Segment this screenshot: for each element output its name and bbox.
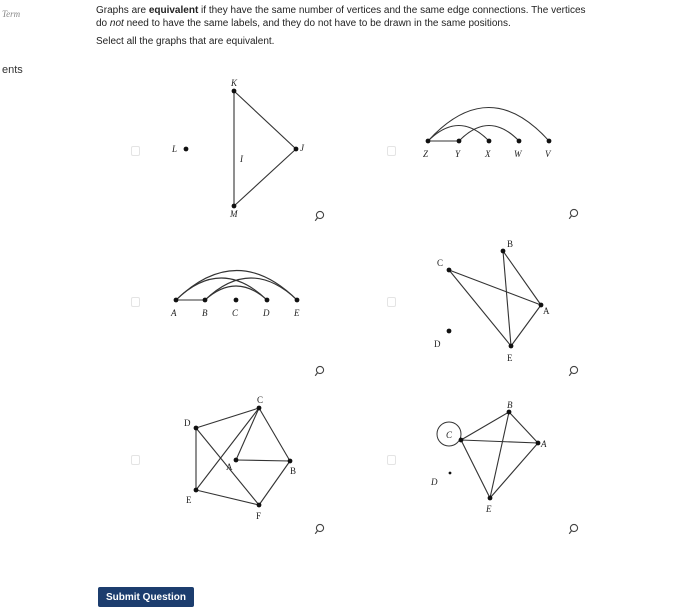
vertex-e	[295, 298, 300, 303]
vertex-c	[257, 406, 262, 411]
equivalent-term: equivalent	[148, 5, 199, 16]
edge-d-c	[196, 408, 259, 428]
graph-5	[184, 395, 296, 521]
label-y: Y	[455, 149, 461, 159]
edge-c-b	[461, 412, 509, 440]
label-c: C	[437, 258, 444, 268]
label-b: B	[202, 308, 208, 318]
vertex-c	[447, 268, 452, 273]
label-a: A	[226, 462, 233, 472]
vertex-c	[234, 298, 239, 303]
label-v: V	[545, 149, 551, 159]
graph-2	[423, 108, 552, 160]
label-i: I	[240, 154, 243, 164]
edge-e-f	[196, 490, 259, 505]
vertex-b	[501, 249, 506, 254]
vertex-z	[426, 139, 431, 144]
vertex-a	[174, 298, 179, 303]
vertex-m	[232, 204, 237, 209]
edge-m-j	[234, 149, 296, 206]
label-b: B	[290, 466, 297, 476]
label-k: K	[231, 78, 238, 88]
edge-b-a	[509, 412, 538, 443]
vertex-a	[536, 441, 541, 446]
graph-3	[170, 271, 300, 319]
vertex-e	[194, 488, 199, 493]
vertex-w	[517, 139, 522, 144]
label-c: C	[257, 395, 264, 405]
label-a: A	[541, 439, 547, 449]
vertex-v	[547, 139, 552, 144]
vertex-l	[184, 147, 189, 152]
label-a: A	[171, 308, 177, 318]
edge-c-e	[196, 408, 259, 490]
label-c: C	[446, 430, 453, 440]
label-d: D	[434, 339, 441, 349]
edge-k-j	[234, 91, 296, 149]
label-f: F	[256, 511, 262, 521]
graph-4	[434, 239, 550, 363]
edge-b-f	[259, 461, 290, 505]
question-instruction: Select all the graphs that are equivalent.	[96, 36, 275, 47]
edge-b-e	[490, 412, 509, 498]
edge-a-b	[236, 460, 290, 461]
edge-a-e	[490, 443, 538, 498]
vertex-b	[203, 298, 208, 303]
label-z: Z	[423, 149, 429, 159]
label-j: J	[300, 143, 304, 153]
label-d: D	[184, 418, 191, 428]
not-emphasis: not	[109, 18, 124, 29]
vertex-b	[507, 410, 512, 415]
label-c: C	[232, 308, 239, 318]
edge-b-a	[503, 251, 541, 305]
sidebar-term-label: Term	[2, 9, 21, 19]
label-d: D	[431, 477, 438, 487]
vertex-x	[487, 139, 492, 144]
vertex-d	[447, 329, 452, 334]
vertex-f	[257, 503, 262, 508]
vertex-d	[449, 472, 452, 475]
vertex-b	[288, 459, 293, 464]
label-e: E	[294, 308, 300, 318]
edge-c-e	[461, 440, 490, 498]
vertex-j	[294, 147, 299, 152]
label-m: M	[230, 209, 238, 219]
label-e: E	[507, 353, 513, 363]
vertex-d	[194, 426, 199, 431]
vertex-e	[488, 496, 493, 501]
graph-6	[430, 400, 547, 514]
label-d: D	[263, 308, 270, 318]
label-b: B	[507, 239, 514, 249]
sidebar-contents-label: ents	[2, 64, 23, 76]
graph-1	[171, 78, 305, 219]
edge-z-v	[428, 108, 549, 142]
vertex-c	[459, 438, 464, 443]
vertex-a	[234, 458, 239, 463]
label-l: L	[172, 144, 178, 154]
edge-b-e	[503, 251, 511, 346]
edge-c-a	[461, 440, 538, 443]
vertex-e	[509, 344, 514, 349]
vertex-y	[457, 139, 462, 144]
vertex-d	[265, 298, 270, 303]
label-a: A	[543, 306, 550, 316]
submit-question-button[interactable]: Submit Question	[98, 587, 194, 607]
label-b: B	[507, 400, 513, 410]
label-w: W	[514, 149, 522, 159]
label-e: E	[486, 504, 492, 514]
label-x: X	[485, 149, 491, 159]
edge-c-b	[259, 408, 290, 461]
question-definition: Graphs are equivalent if they have the same number of vertices and the same edge connections. The vertices do not need to have the same labels, and they do not have to be drawn in the same positions.	[96, 5, 586, 29]
edge-a-e	[511, 305, 541, 346]
vertex-k	[232, 89, 237, 94]
label-e: E	[186, 495, 192, 505]
